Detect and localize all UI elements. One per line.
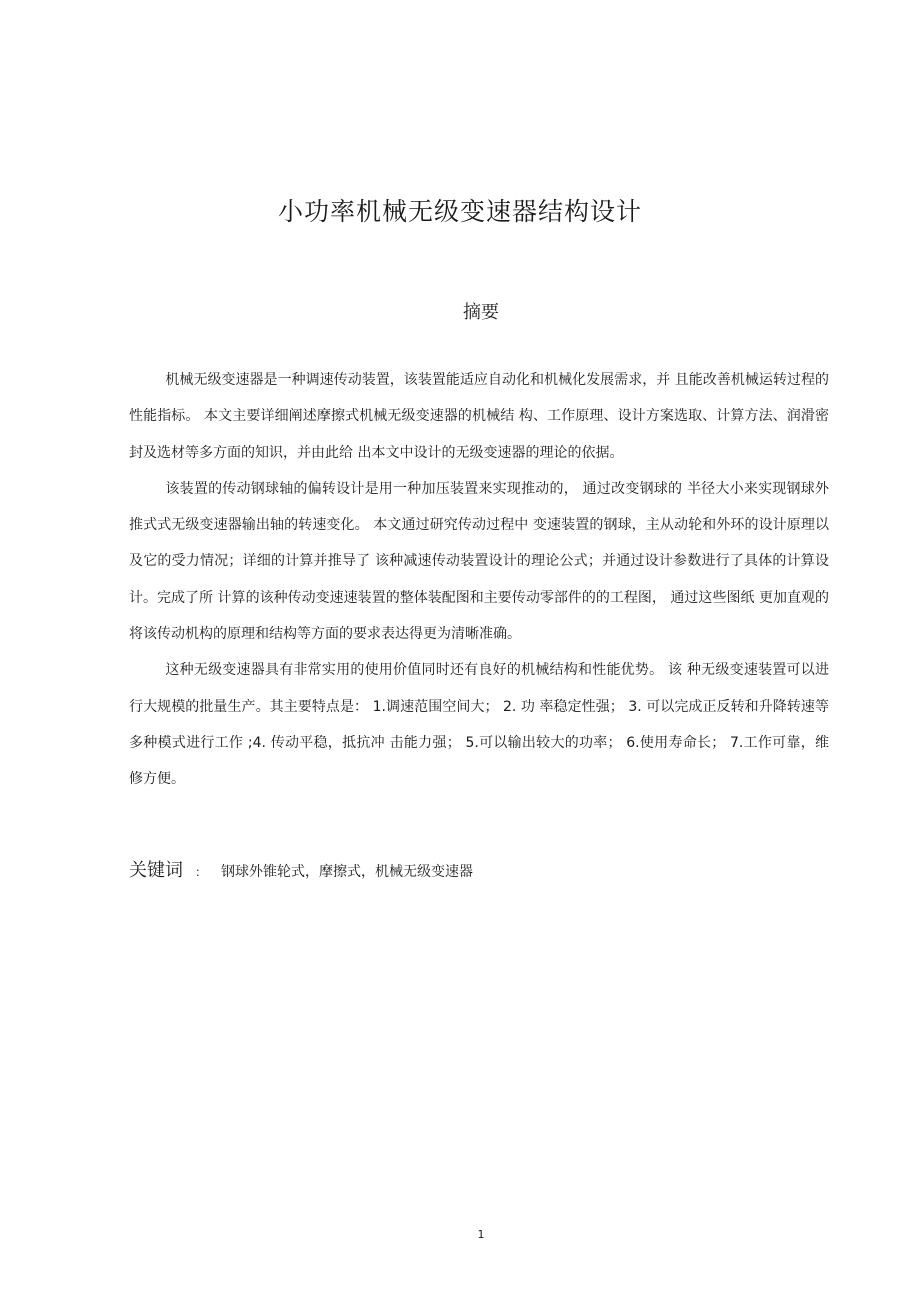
keywords-label: 关键词: [129, 860, 183, 881]
keywords-separator: ：: [195, 865, 208, 879]
abstract-paragraph-2: 该装置的传动钢球轴的偏转设计是用一种加压装置来实现推动的， 通过改变钢球的 半径大小来实现钢球外推式式无级变速器输出轴的转速变化。 本文通过研究传动过程中 变速装置的钢球，主从动轮和外环的设计原理以及它的受力情况；详细的计算并推导了 该种减速传动装置设计的理论公式；并通过设计参数进行了具体的计算设计。完成了所 计算的该种传动变速速装置的整体装配图和主要传动零部件的的工程图， 通过这些图纸 更加直观的将该传动机构的原理和结构等方面的要求表达得更为清晰准确。: [129, 480, 829, 643]
abstract-paragraph-1: 机械无级变速器是一种调速传动装置，该装置能适应自动化和机械化发展需求，并 且能改善机械运转过程的性能指标。 本文主要详细阐述摩擦式机械无级变速器的机械结 构、工作原理、设计方案选取、计算方法、润滑密封及选材等多方面的知识，并由此给 出本文中设计的无级变速器的理论的依据。: [129, 372, 829, 461]
abstract-heading: 摘要: [463, 302, 499, 323]
abstract-paragraph-3: 这种无级变速器具有非常实用的使用价值同时还有良好的机械结构和性能优势。 该 种无级变速装置可以进行大规模的批量生产。其主要特点是： 1.调速范围空间大； 2. 功 率稳定性强； 3. 可以完成正反转和升降转速等多种模式进行工作 ;4. 传动平稳，抵抗冲 击能力强； 5.可以输出较大的功率； 6.使用寿命长； 7.工作可靠，维修方便。: [129, 662, 829, 788]
keywords-value: 钢球外锥轮式，摩擦式，机械无级变速器: [221, 864, 474, 880]
page-number: 1: [477, 1228, 485, 1241]
abstract-body: [129, 362, 829, 798]
document-title: 小功率机械无级变速器结构设计: [277, 197, 642, 226]
keywords-line: [129, 856, 829, 882]
